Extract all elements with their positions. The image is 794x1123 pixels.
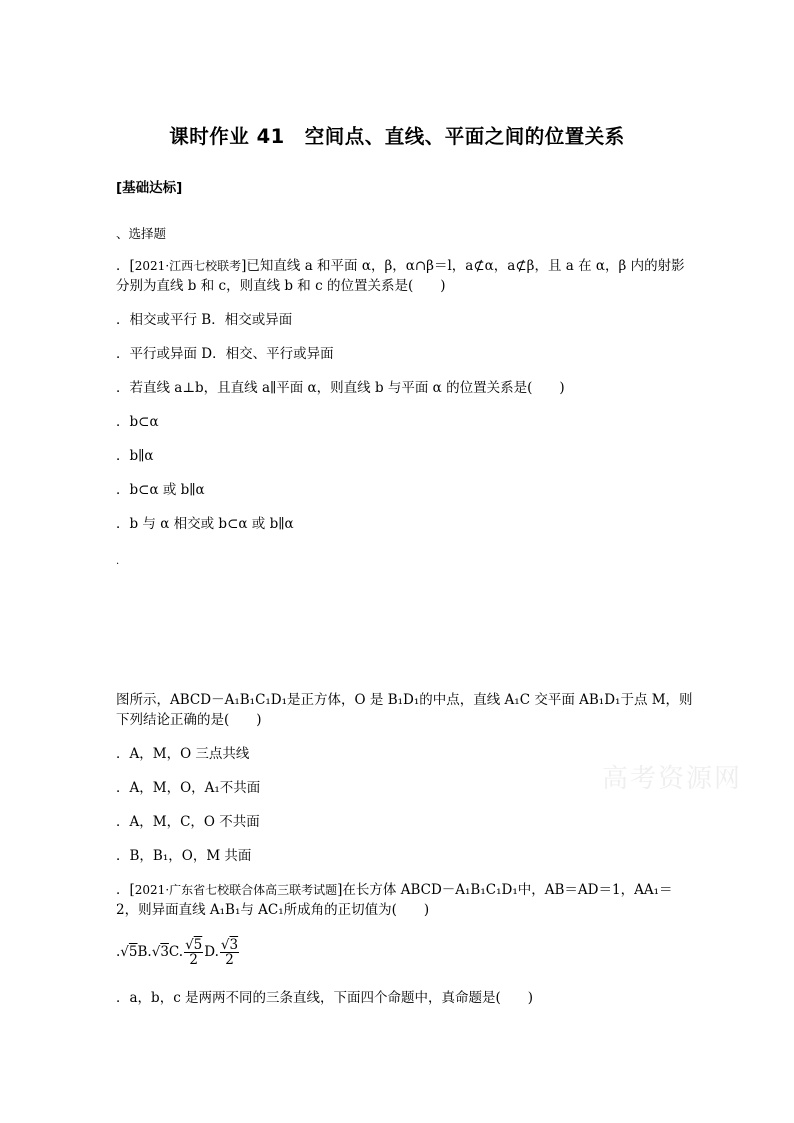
q4-option-a-radicand: 5 [128, 944, 138, 960]
q4-option-b-prefix: B.√ [137, 944, 161, 960]
question-4-line-2: 2，则异面直线 A₁B₁与 AC₁所成角的正切值为( ) [116, 902, 430, 918]
q4-option-d-num-radicand: 3 [229, 937, 239, 953]
question-3-option-a: ．A，M，O 三点共线 [116, 746, 250, 762]
part-label: 、选择题 [116, 226, 167, 241]
q4-option-c-fraction [184, 938, 203, 967]
watermark: 高考资源网 [602, 764, 743, 794]
question-2-option-b: ．b∥α [116, 448, 154, 464]
question-3-option-c: ．A，M，C，O 不共面 [116, 814, 260, 830]
question-2-option-d: ．b 与 α 相交或 b⊂α 或 b∥α [116, 516, 294, 532]
question-5-stem: ．a，b，c 是两两不同的三条直线，下面四个命题中，真命题是( ) [116, 990, 534, 1006]
q4-option-d-sqrt: √ [220, 937, 230, 953]
q4-option-d-fraction [220, 938, 239, 967]
question-1-line-2: 分别为直线 b 和 c，则直线 b 和 c 的位置关系是( ) [116, 278, 446, 294]
question-1-line-1 [116, 256, 685, 276]
q4-option-c-num-radicand: 5 [193, 937, 203, 953]
q4-option-c-denominator: 2 [189, 952, 198, 968]
section-heading: [基础达标] [116, 180, 183, 196]
question-2-stem: ．若直线 a⊥b，且直线 a∥平面 α，则直线 b 与平面 α 的位置关系是( ) [116, 380, 565, 396]
question-4-options [116, 934, 240, 970]
q4-option-d-denominator: 2 [225, 952, 234, 968]
q4-option-d-prefix: D. [204, 944, 219, 960]
q1-bracket-open: ．[ [116, 258, 135, 274]
q4-option-c-sqrt: √ [185, 937, 194, 953]
q1-source: 2021·江西七校联考 [134, 259, 242, 273]
question-3-line-2: 下列结论正确的是( ) [116, 712, 262, 728]
page-title: 课时作业 41 空间点、直线、平面之间的位置关系 [169, 125, 625, 148]
q4-stem-part-1: ]在长方体 ABCD－A₁B₁C₁D₁中，AB＝AD＝1，AA₁＝ [337, 882, 673, 898]
question-3-line-1: 图所示，ABCD－A₁B₁C₁D₁是正方体，O 是 B₁D₁的中点，直线 A₁C 交平面 AB₁D₁于点 M，则 [116, 692, 693, 708]
question-3-option-d: ．B，B₁，O，M 共面 [116, 848, 252, 864]
q4-option-c-numerator [184, 938, 203, 953]
q4-option-d-numerator [220, 938, 239, 953]
q4-option-c-prefix: C. [168, 944, 184, 960]
q4-source: 2021·广东省七校联合体高三联考试题 [134, 883, 338, 897]
question-4-line-1 [116, 880, 673, 900]
q1-stem-part-1: ]已知直线 a 和平面 α，β，α∩β＝l，a⊄α，a⊄β，且 a 在 α，β 内的射影 [241, 258, 685, 274]
question-1-options-cd: ．平行或异面 D．相交、平行或异面 [116, 346, 334, 362]
q4-bracket-open: ．[ [116, 882, 135, 898]
question-1-options-ab: ．相交或平行 B．相交或异面 [116, 312, 293, 328]
question-2-option-c: ．b⊂α 或 b∥α [116, 482, 205, 498]
question-3-option-b: ．A，M，O，A₁不共面 [116, 780, 261, 796]
question-2-option-a: ．b⊂α [116, 414, 159, 430]
q4-option-a-prefix: .√ [116, 944, 129, 960]
q4-option-b-radicand: 3 [160, 944, 169, 960]
stray-dot: . [116, 556, 120, 567]
